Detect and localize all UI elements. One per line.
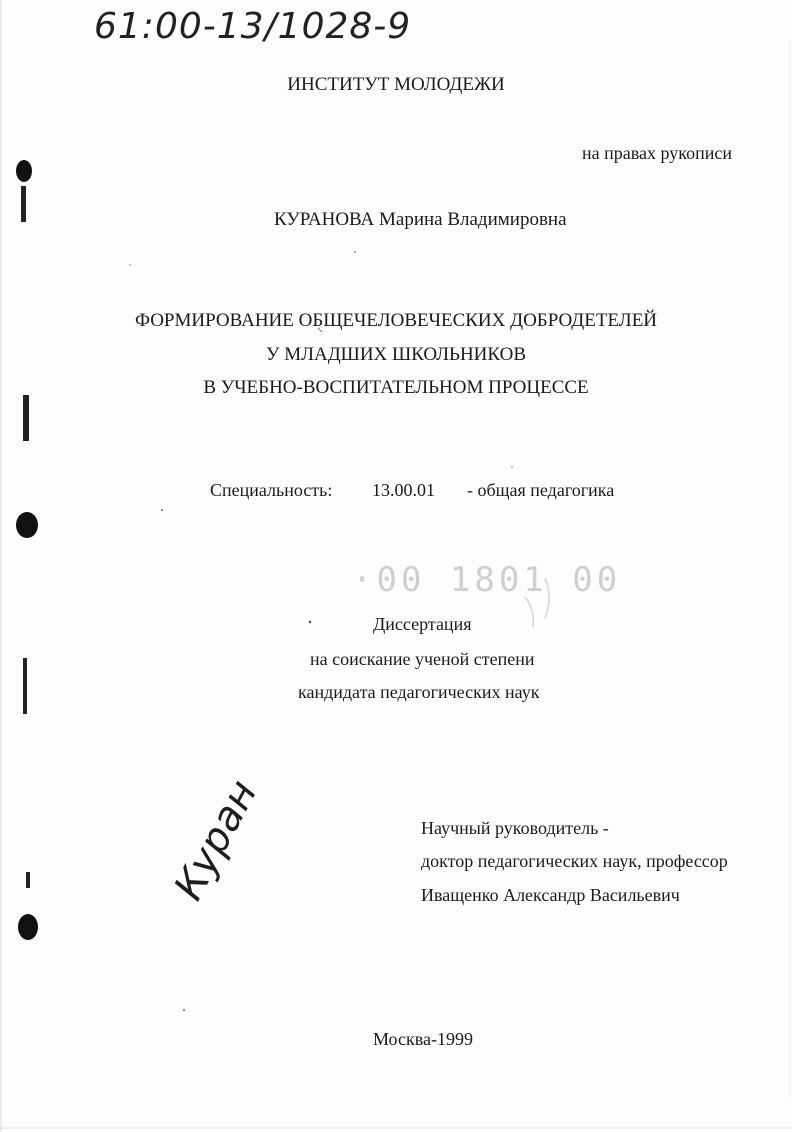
faint-pencil-mark — [525, 597, 533, 627]
specialty-label: Специальность: — [210, 480, 333, 500]
author-name: КУРАНОВА Марина Владимировна — [274, 209, 567, 230]
binding-mark — [23, 395, 29, 441]
manuscript-note: на правах рукописи — [582, 143, 732, 163]
supervisor-name: Иващенко Александр Васильевич — [421, 885, 680, 905]
speck — [354, 251, 356, 253]
punch-hole-mark — [16, 512, 38, 538]
supervisor-degree-line: доктор педагогических наук, профессор — [421, 851, 728, 871]
binding-mark — [26, 872, 30, 888]
title-line: В УЧЕБНО-ВОСПИТАТЕЛЬНОМ ПРОЦЕССЕ — [203, 377, 589, 398]
title-line: У МЛАДШИХ ШКОЛЬНИКОВ — [266, 344, 526, 365]
institute-name: ИНСТИТУТ МОЛОДЕЖИ — [287, 74, 505, 95]
title-line: ФОРМИРОВАНИЕ ОБЩЕЧЕЛОВЕЧЕСКИХ ДОБРОДЕТЕЛЕЙ — [134, 310, 658, 331]
dissertation-degree-line: на соискание ученой степени — [310, 649, 535, 669]
dissertation-degree-line: кандидата педагогических наук — [298, 682, 540, 702]
author-signature: Куран — [165, 772, 267, 908]
dissertation-heading: Диссертация — [373, 614, 472, 634]
specialty-name: - общая педагогика — [467, 480, 615, 500]
archive-number: 61:00-13/1028-9 — [94, 6, 412, 47]
supervisor-title-line: Научный руководитель - — [421, 818, 609, 838]
library-stamp: ·00 1801 00 — [352, 560, 622, 600]
city-year: Москва-1999 — [373, 1029, 473, 1049]
speck — [309, 621, 311, 623]
binding-mark — [23, 658, 27, 714]
speck — [183, 1009, 185, 1011]
binding-mark — [21, 186, 26, 222]
specialty-code: 13.00.01 — [372, 480, 435, 500]
punch-hole-mark — [18, 914, 38, 940]
speck — [129, 264, 131, 266]
speck — [161, 509, 163, 511]
speck — [511, 466, 513, 468]
punch-hole-mark — [16, 160, 32, 182]
